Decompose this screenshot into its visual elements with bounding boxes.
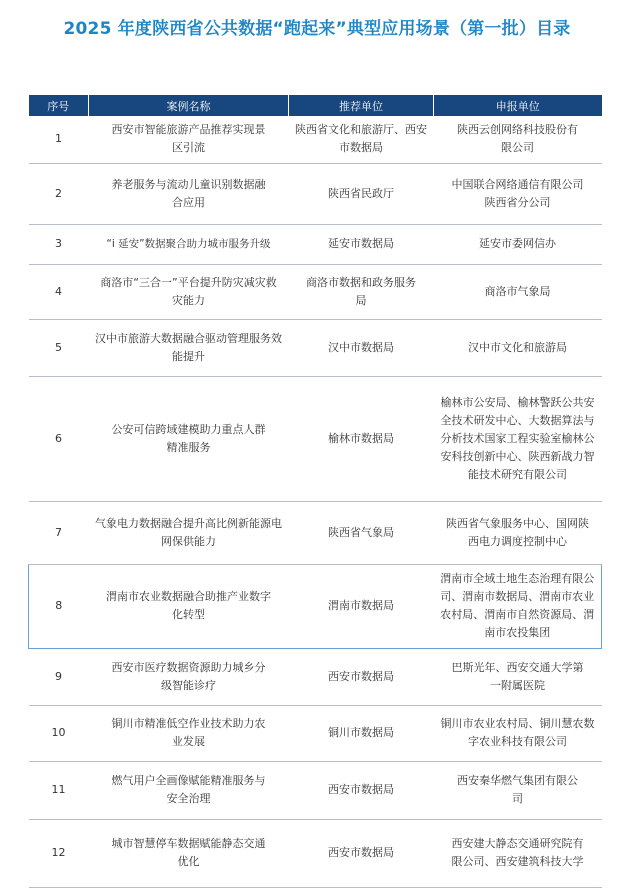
case-name: 燃气用户全画像赋能精准服务与安全治理 xyxy=(89,761,289,819)
applying-unit: 西安秦华燃气集团有限公司 xyxy=(434,761,602,819)
applying-unit: 榆林市公安局、榆林警跃公共安全技术研发中心、大数据算法与分析技术国家工程实验室榆林公安科技创新中心、陕西新战力智能技术研究有限公司 xyxy=(434,376,602,501)
recommending-unit: 铜川市数据局 xyxy=(289,705,434,761)
recommending-unit: 西安市数据局 xyxy=(289,819,434,887)
serial-number: 11 xyxy=(29,761,89,819)
recommending-unit: 西安市数据局 xyxy=(289,648,434,705)
serial-number: 4 xyxy=(29,264,89,319)
table-row xyxy=(29,648,602,705)
applying-unit: 延安市委网信办 xyxy=(434,224,602,264)
table-row xyxy=(29,224,602,264)
table-row xyxy=(29,705,602,761)
serial-number: 6 xyxy=(29,376,89,501)
table-row xyxy=(29,761,602,819)
recommending-unit: 榆林市数据局 xyxy=(289,376,434,501)
case-name: 养老服务与流动儿童识别数据融合应用 xyxy=(89,163,289,224)
page-title: 2025 年度陕西省公共数据“跑起来”典型应用场景（第一批）目录 xyxy=(63,19,571,39)
header-applying-unit: 申报单位 xyxy=(434,95,602,116)
case-name: 西安市医疗数据资源助力城乡分级智能诊疗 xyxy=(89,648,289,705)
table-row xyxy=(29,264,602,319)
applying-unit: 渭南市全域土地生态治理有限公司、渭南市数据局、渭南市农业农村局、渭南市自然资源局、渭南市农投集团 xyxy=(434,564,602,648)
serial-number: 12 xyxy=(29,819,89,887)
table-row xyxy=(29,116,602,163)
header-case-name: 案例名称 xyxy=(89,95,289,116)
case-name: 西安市智能旅游产品推荐实现景区引流 xyxy=(89,116,289,163)
case-name: 城市智慧停车数据赋能静态交通优化 xyxy=(89,819,289,887)
case-name: 公安可信跨域建模助力重点人群精准服务 xyxy=(89,376,289,501)
recommending-unit: 陕西省民政厅 xyxy=(289,163,434,224)
catalog-table xyxy=(28,95,602,888)
case-name: 渭南市农业数据融合助推产业数字化转型 xyxy=(89,564,289,648)
applying-unit: 商洛市气象局 xyxy=(434,264,602,319)
case-name: 汉中市旅游大数据融合驱动管理服务效能提升 xyxy=(89,319,289,376)
applying-unit: 陕西省气象服务中心、国网陕西电力调度控制中心 xyxy=(434,501,602,564)
serial-number: 5 xyxy=(29,319,89,376)
table-row xyxy=(29,819,602,887)
recommending-unit: 西安市数据局 xyxy=(289,761,434,819)
recommending-unit: 渭南市数据局 xyxy=(289,564,434,648)
table-row xyxy=(29,376,602,501)
table-row xyxy=(29,163,602,224)
case-name: 气象电力数据融合提升高比例新能源电网保供能力 xyxy=(89,501,289,564)
case-name: 商洛市“三合一”平台提升防灾减灾救灾能力 xyxy=(89,264,289,319)
serial-number: 7 xyxy=(29,501,89,564)
table-header-row xyxy=(29,95,602,116)
recommending-unit: 陕西省气象局 xyxy=(289,501,434,564)
applying-unit: 陕西云创网络科技股份有限公司 xyxy=(434,116,602,163)
recommending-unit: 汉中市数据局 xyxy=(289,319,434,376)
header-recommending-unit: 推荐单位 xyxy=(289,95,434,116)
serial-number: 1 xyxy=(29,116,89,163)
table-row-highlighted xyxy=(29,564,602,648)
applying-unit: 中国联合网络通信有限公司陕西省分公司 xyxy=(434,163,602,224)
recommending-unit: 延安市数据局 xyxy=(289,224,434,264)
table-row xyxy=(29,319,602,376)
serial-number: 10 xyxy=(29,705,89,761)
applying-unit: 巴斯光年、西安交通大学第一附属医院 xyxy=(434,648,602,705)
serial-number: 9 xyxy=(29,648,89,705)
recommending-unit: 商洛市数据和政务服务局 xyxy=(289,264,434,319)
applying-unit: 西安建大静态交通研究院有限公司、西安建筑科技大学 xyxy=(434,819,602,887)
recommending-unit: 陕西省文化和旅游厅、西安市数据局 xyxy=(289,116,434,163)
serial-number: 2 xyxy=(29,163,89,224)
applying-unit: 铜川市农业农村局、铜川慧农数字农业科技有限公司 xyxy=(434,705,602,761)
applying-unit: 汉中市文化和旅游局 xyxy=(434,319,602,376)
serial-number: 8 xyxy=(29,564,89,648)
header-serial-number: 序号 xyxy=(29,95,89,116)
table-row xyxy=(29,501,602,564)
case-name: 铜川市精准低空作业技术助力农业发展 xyxy=(89,705,289,761)
case-name: “i 延安”数据聚合助力城市服务升级 xyxy=(89,224,289,264)
serial-number: 3 xyxy=(29,224,89,264)
